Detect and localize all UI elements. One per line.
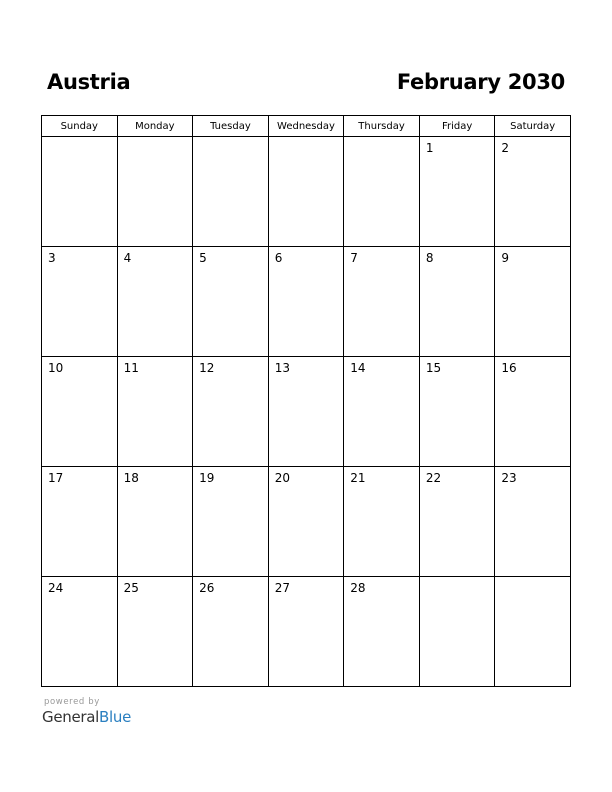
day-cell (42, 467, 118, 577)
weekday-wednesday: Wednesday (268, 116, 344, 137)
day-cell (42, 137, 118, 247)
day-number: 25 (123, 581, 139, 595)
day-number: 12 (199, 361, 215, 375)
brand-general-text: General (42, 708, 100, 726)
day-number: 27 (274, 581, 290, 595)
day-cell (268, 247, 344, 357)
day-cell (117, 137, 193, 247)
week-row (42, 247, 571, 357)
day-number: 1 (425, 141, 434, 155)
day-number (269, 137, 344, 141)
weekday-header-row (42, 116, 571, 137)
brand-name (42, 708, 131, 726)
day-cell (344, 467, 420, 577)
day-number: 26 (199, 581, 215, 595)
weekday-saturday: Saturday (495, 116, 571, 137)
day-number: 10 (48, 361, 64, 375)
powered-by-label: powered by (44, 697, 100, 707)
day-cell (495, 137, 571, 247)
weekday-tuesday: Tuesday (193, 116, 269, 137)
day-cell (42, 357, 118, 467)
day-cell (268, 357, 344, 467)
day-number: 5 (199, 251, 207, 265)
day-cell (117, 357, 193, 467)
week-row (42, 137, 571, 247)
day-cell (117, 577, 193, 687)
month-year-title: February 2030 (396, 70, 565, 94)
brand-blue-text: Blue (99, 708, 132, 726)
day-number: 8 (425, 251, 434, 265)
day-cell (419, 577, 495, 687)
week-row (42, 467, 571, 577)
day-number: 28 (350, 581, 366, 595)
day-number: 9 (501, 251, 510, 265)
country-title: Austria (47, 70, 131, 94)
day-number (495, 577, 570, 581)
day-number: 18 (123, 471, 139, 485)
day-number (42, 137, 117, 141)
day-number: 15 (425, 361, 442, 375)
day-cell (344, 137, 420, 247)
day-cell (193, 577, 269, 687)
week-row (42, 357, 571, 467)
day-cell (193, 137, 269, 247)
day-cell (193, 467, 269, 577)
day-number: 11 (123, 361, 139, 375)
day-number: 23 (501, 471, 517, 485)
day-number: 16 (501, 361, 517, 375)
day-cell (42, 247, 118, 357)
day-number: 20 (274, 471, 290, 485)
day-number: 4 (123, 251, 132, 265)
weekday-monday: Monday (117, 116, 193, 137)
calendar-grid (41, 115, 571, 687)
day-number: 21 (350, 471, 366, 485)
day-cell (419, 137, 495, 247)
day-number (344, 137, 419, 141)
day-cell (268, 137, 344, 247)
day-number (193, 137, 268, 141)
day-number: 17 (48, 471, 64, 485)
weekday-sunday: Sunday (42, 116, 118, 137)
page-header (41, 70, 571, 100)
day-cell (268, 577, 344, 687)
day-cell (344, 577, 420, 687)
day-cell (344, 247, 420, 357)
day-cell (42, 577, 118, 687)
day-cell (495, 577, 571, 687)
day-cell (193, 357, 269, 467)
week-row (42, 577, 571, 687)
day-cell (419, 467, 495, 577)
weekday-thursday: Thursday (344, 116, 420, 137)
day-number: 24 (48, 581, 64, 595)
day-number: 19 (199, 471, 215, 485)
day-cell (495, 357, 571, 467)
day-number: 13 (274, 361, 290, 375)
day-number (118, 137, 193, 141)
day-cell (344, 357, 420, 467)
brand-logo (42, 697, 131, 726)
day-cell (419, 357, 495, 467)
weekday-friday: Friday (419, 116, 495, 137)
day-cell (117, 247, 193, 357)
day-cell (268, 467, 344, 577)
day-number: 7 (350, 251, 358, 265)
day-number: 2 (501, 141, 510, 155)
day-cell (117, 467, 193, 577)
day-number: 3 (48, 251, 56, 265)
day-cell (419, 247, 495, 357)
day-number: 14 (350, 361, 366, 375)
day-number (420, 577, 495, 581)
day-cell (495, 247, 571, 357)
day-number: 6 (274, 251, 283, 265)
day-cell (495, 467, 571, 577)
day-cell (193, 247, 269, 357)
day-number: 22 (425, 471, 442, 485)
